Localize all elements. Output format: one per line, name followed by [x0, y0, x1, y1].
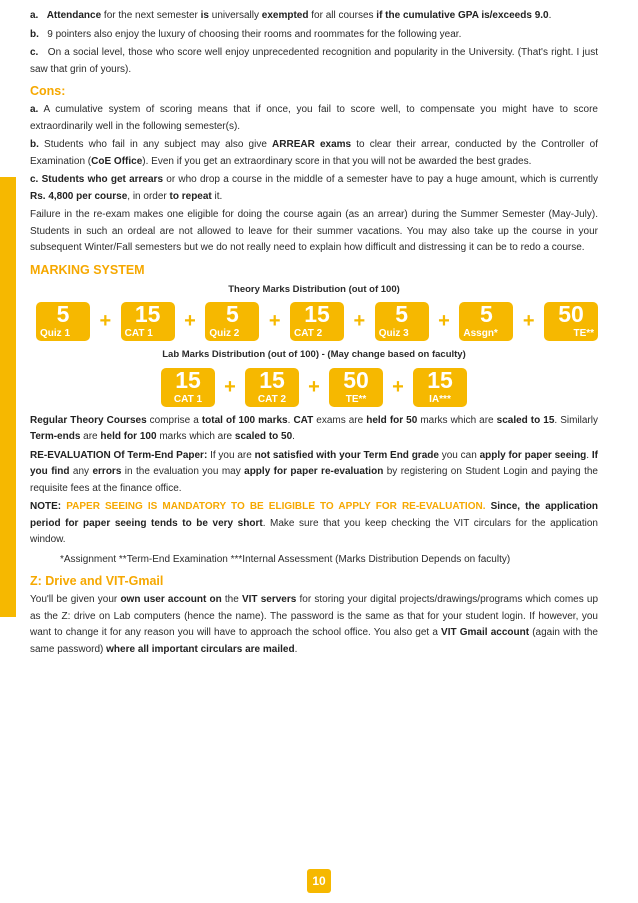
zdrive-heading: Z: Drive and VIT-Gmail [30, 574, 164, 588]
theory-box-quiz1: 5 Quiz 1 [36, 302, 90, 341]
lab-box-term-end: 50 TE** [329, 368, 383, 407]
re-evaluation-paragraph: RE-EVALUATION Of Term-End Paper: If you are not satisfied with your Term End grade you can apply for paper seeing. If you find any errors in the evaluation you may apply for paper re-evaluation by registering on Student Login and paying the requisite fees at the finance office. [30, 449, 598, 494]
plus-sign: + [99, 310, 112, 333]
lab-distribution-title: Lab Marks Distribution (out of 100) - (May change based on faculty) [162, 349, 466, 360]
plus-sign: + [522, 310, 535, 333]
pros-item-c: c. On a social level, those who score well enjoy unprecedented recognition and popularity in the University. (That's right. I just saw that grin of yours). [30, 47, 598, 75]
footnote: *Assignment **Term-End Examination ***Internal Assessment (Marks Distribution Depends on faculty) [60, 553, 511, 565]
theory-distribution-title: Theory Marks Distribution (out of 100) [228, 283, 400, 295]
plus-sign: + [438, 310, 450, 333]
pros-item-a: a. Attendance for the next semester is universally exempted for all courses if the cumulative GPA is/exceeds 9.0. [30, 10, 552, 21]
cons-item-a: a. A cumulative system of scoring means that if once, you fail to score well, to compensate you might have to score extraordinarily well in the following semester(s). [30, 104, 598, 132]
cons-failure-paragraph: Failure in the re-exam makes one eligible for doing the course again (as an arrear) during the Summer Semester (May-July). Students in such an ordeal are not allowed to leave for their summer vacations. You may also take up the course in your subsequent Winter/Fall semesters but we do not really need to explain how difficult and distressing it can be to redo a course. [30, 209, 598, 253]
side-accent-bar [0, 177, 16, 617]
cons-item-b: b. Students who fail in any subject may also give ARREAR exams to clear their arrear, conducted by the Controller of Examination (CoE Office). Even if you get an extraordinary score in that you will not be awarded the best grades. [30, 139, 598, 167]
lab-box-internal-assessment: 15 IA*** [413, 368, 467, 407]
theory-box-term-end: 50 TE** [544, 302, 598, 341]
lab-marks-row [30, 368, 598, 407]
plus-sign: + [224, 375, 236, 398]
theory-box-quiz3: 5 Quiz 3 [375, 302, 429, 341]
theory-marks-row [36, 302, 598, 341]
theory-box-cat1: 15 CAT 1 [121, 302, 175, 341]
theory-box-assignment: 5 Assgn* [459, 302, 513, 341]
zdrive-paragraph: You'll be given your own user account on the VIT servers for storing your digital projects/drawings/programs which comes up as the Z: drive on Lab computers (hence the name). The password is the same as that for your student login. If however, you want to change it for any reason you will have to approach the school office. You also get a VIT Gmail account (again with the same password) where all important circulars are mailed. [30, 594, 599, 655]
plus-sign: + [392, 375, 404, 398]
page-content [30, 8, 598, 660]
plus-sign: + [308, 375, 320, 398]
marking-system-heading: MARKING SYSTEM [30, 262, 145, 277]
lab-box-cat2: 15 CAT 2 [245, 368, 299, 407]
lab-box-cat1: 15 CAT 1 [161, 368, 215, 407]
plus-sign: + [353, 310, 366, 333]
pros-item-b: b. 9 pointers also enjoy the luxury of choosing their rooms and roommates for the following year. [30, 28, 462, 40]
note-paragraph: NOTE: PAPER SEEING IS MANDATORY TO BE ELIGIBLE TO APPLY FOR RE-EVALUATION. Since, the application period for paper seeing tends to be very short. Make sure that you keep checking the VIT circulars for the application window. [30, 501, 598, 545]
regular-courses-paragraph: Regular Theory Courses comprise a total of 100 marks. CAT exams are held for 50 marks which are scaled to 15. Similarly Term-ends are held for 100 marks which are scaled to 50. [30, 414, 598, 442]
page-number: 10 [307, 869, 331, 893]
theory-box-cat2: 15 CAT 2 [290, 302, 344, 341]
theory-box-quiz2: 5 Quiz 2 [205, 302, 259, 341]
cons-heading: Cons: [30, 84, 66, 98]
cons-item-c: c. Students who get arrears or who drop a course in the middle of a semester have to pay a huge amount, which is currently Rs. 4,800 per course, in order to repeat it. [30, 174, 599, 202]
plus-sign: + [268, 310, 281, 333]
plus-sign: + [184, 310, 196, 333]
